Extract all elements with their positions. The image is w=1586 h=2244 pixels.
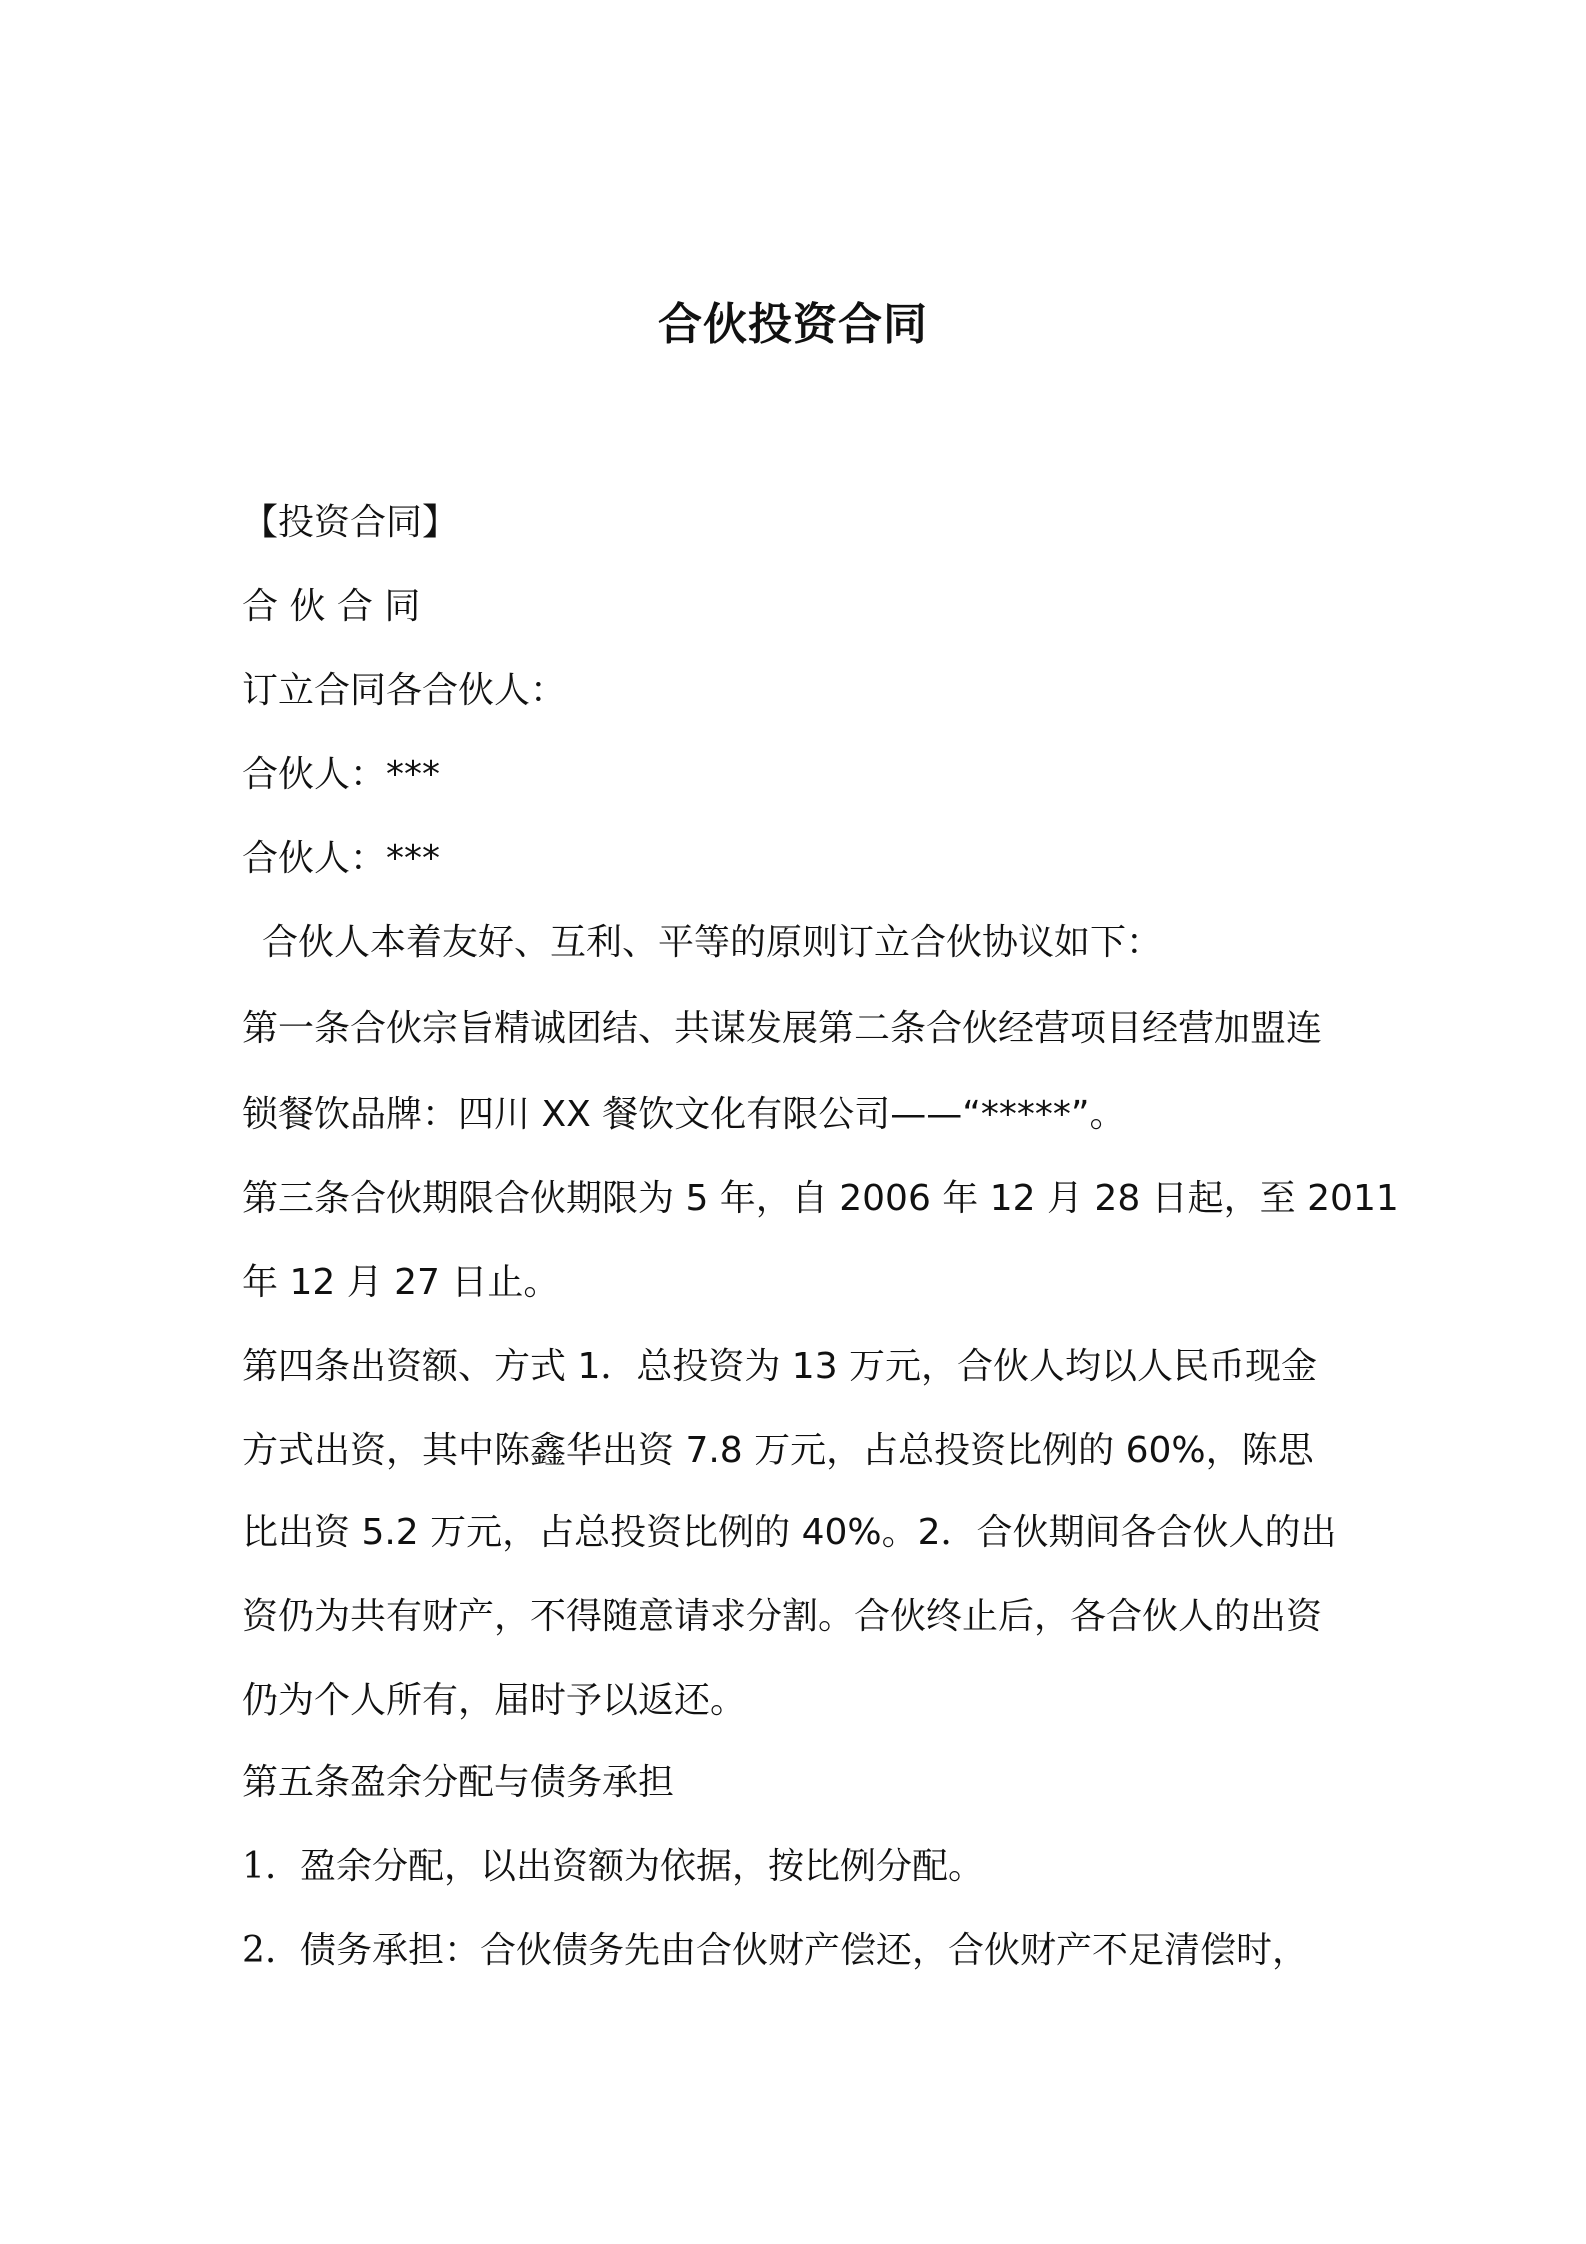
subheading-partnership-contract: 合 伙 合 同 xyxy=(242,586,421,627)
agreement-preamble: 合伙人本着友好、互利、平等的原则订立合伙协议如下： xyxy=(262,922,1163,963)
article-4-line-3: 比出资 5.2 万元，占总投资比例的 40%。2．合伙期间各合伙人的出 xyxy=(242,1512,1337,1553)
list-item-number: 1. xyxy=(242,1846,277,1887)
article-4-line-2: 方式出资，其中陈鑫华出资 7.8 万元，占总投资比例的 60%，陈思 xyxy=(242,1430,1314,1471)
article-4-line-5: 仍为个人所有，届时予以返还。 xyxy=(242,1680,747,1721)
article-1-2-line-1: 第一条合伙宗旨精诚团结、共谋发展第二条合伙经营项目经营加盟连 xyxy=(242,1008,1323,1049)
partner-line-2: 合伙人：*** xyxy=(242,838,441,879)
contract-parties-label: 订立合同各合伙人： xyxy=(242,670,567,711)
list-item xyxy=(242,1926,1308,1976)
article-4-line-4: 资仍为共有财产，不得随意请求分割。合伙终止后，各合伙人的出资 xyxy=(242,1596,1323,1637)
article-5-heading: 第五条盈余分配与债务承担 xyxy=(242,1762,675,1803)
list-item xyxy=(242,1842,984,1892)
article-4-line-1: 第四条出资额、方式 1．总投资为 13 万元，合伙人均以人民币现金 xyxy=(242,1346,1318,1387)
list-item-text: 债务承担：合伙债务先由合伙财产偿还，合伙财产不足清偿时， xyxy=(300,1930,1309,1971)
section-heading-investment-contract: 【投资合同】 xyxy=(242,502,459,543)
list-item-number: 2. xyxy=(242,1930,277,1971)
article-1-2-line-2: 锁餐饮品牌：四川 XX 餐饮文化有限公司——“*****”。 xyxy=(242,1094,1126,1135)
partner-line-1: 合伙人：*** xyxy=(242,754,441,795)
article-3-line-1: 第三条合伙期限合伙期限为 5 年，自 2006 年 12 月 28 日起，至 2011 xyxy=(242,1178,1399,1219)
document-title: 合伙投资合同 xyxy=(658,299,928,350)
list-item-text: 盈余分配，以出资额为依据，按比例分配。 xyxy=(300,1846,985,1887)
article-3-line-2: 年 12 月 27 日止。 xyxy=(242,1262,560,1303)
